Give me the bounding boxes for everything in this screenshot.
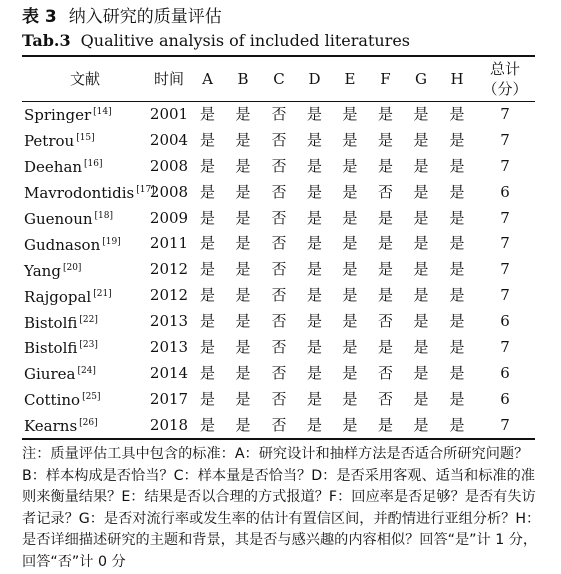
total-score-cell: 7 [500, 415, 510, 434]
criterion-cell: 是 [377, 104, 393, 123]
criterion-cell: 是 [306, 286, 322, 305]
criterion-cell: 否 [377, 363, 393, 382]
reference-number: [16] [84, 159, 103, 170]
criterion-cell: 是 [413, 260, 429, 279]
criterion-cell: 是 [377, 286, 393, 305]
total-score-cell: 7 [500, 286, 510, 305]
criterion-cell: 是 [342, 104, 358, 123]
criterion-cell: 是 [413, 389, 429, 408]
total-score-cell: 6 [500, 389, 510, 408]
study-cell [22, 256, 148, 282]
study-cell [22, 205, 148, 231]
criterion-cell: 是 [342, 234, 358, 253]
reference-number: [19] [102, 236, 121, 247]
criterion-cell: 是 [199, 389, 215, 408]
reference-number: [17] [136, 185, 155, 196]
criterion-cell: 是 [449, 208, 465, 227]
total-score-cell: 7 [500, 156, 510, 175]
criterion-cell: 是 [449, 389, 465, 408]
criterion-cell: 是 [306, 208, 322, 227]
year-cell: 2018 [149, 415, 189, 434]
criterion-cell: 是 [199, 208, 215, 227]
study-cell [22, 101, 148, 127]
table-row [22, 230, 535, 256]
study-cell [22, 282, 148, 308]
table-row [22, 101, 535, 127]
table-row [22, 386, 535, 412]
table-row [22, 334, 535, 360]
study-cell [22, 360, 148, 386]
header-total-line1: 总计 [489, 60, 520, 78]
year-cell: 2017 [149, 389, 189, 408]
study-cell [22, 386, 148, 412]
criterion-cell: 否 [271, 286, 287, 305]
criterion-cell: 是 [235, 312, 251, 331]
criterion-cell: 是 [342, 415, 358, 434]
study-name: Deehan [24, 158, 83, 177]
criterion-cell: 是 [199, 363, 215, 382]
criterion-cell: 否 [271, 389, 287, 408]
criterion-cell: 是 [235, 130, 251, 149]
caption-label-en: Tab.3 [22, 31, 71, 50]
header-criterion-h: H [450, 70, 464, 88]
table-row [22, 412, 535, 438]
header-study: 文献 [69, 70, 100, 88]
study-name: Rajgopal [24, 287, 92, 306]
reference-number: [23] [79, 340, 98, 351]
criterion-cell: 是 [449, 182, 465, 201]
criterion-cell: 是 [342, 389, 358, 408]
criterion-cell: 否 [271, 415, 287, 434]
criterion-cell: 是 [306, 363, 322, 382]
study-name: Guenoun [24, 210, 93, 228]
table-row [22, 205, 535, 231]
criterion-cell: 是 [449, 312, 465, 331]
criterion-cell: 是 [413, 286, 429, 305]
year-cell: 2004 [149, 130, 189, 149]
criterion-cell: 是 [449, 156, 465, 175]
study-name: Gudnason [24, 235, 101, 254]
criterion-cell: 否 [377, 312, 393, 331]
header-criterion-d: D [308, 70, 321, 88]
criterion-cell: 是 [449, 363, 465, 382]
criterion-cell: 是 [306, 312, 322, 331]
criterion-cell: 是 [235, 363, 251, 382]
criterion-cell: 是 [235, 337, 251, 356]
caption-label-cn: 表 3 [22, 7, 57, 27]
criterion-cell: 是 [235, 260, 251, 279]
header-criterion-c: C [273, 70, 285, 88]
year-cell: 2012 [149, 286, 189, 305]
study-name: Bistolfi [24, 313, 78, 332]
criterion-cell: 是 [377, 130, 393, 149]
table-row [22, 127, 535, 153]
criterion-cell: 是 [306, 389, 322, 408]
year-cell: 2009 [149, 208, 189, 227]
criterion-cell: 是 [413, 363, 429, 382]
study-cell [22, 334, 148, 360]
study-cell [22, 179, 155, 205]
criterion-cell: 是 [342, 260, 358, 279]
criterion-cell: 否 [271, 182, 287, 201]
reference-number: [25] [82, 392, 101, 403]
criterion-cell: 是 [413, 182, 429, 201]
criterion-cell: 否 [271, 104, 287, 123]
header-criterion-a: A [202, 70, 213, 88]
table-footnote: 注：质量评估工具中包含的标准：A：研究设计和抽样方法是否适合所研究问题？B：样本构成是否恰当？C：样本量是否恰当？D：是否采用客观、适当和标准的准则来衡量结果？E：结果是否以合理的方式报道？F：回应率是否足够？是否有失访者记录？G：是否对流行率或发生率的估计有置信区间，并酌情进行亚组分析？H：是否详细描述研究的主题和背景，其是否与感兴趣的内容相似？回答“是”计 1 分，回答“否”计 0 分 [22, 446, 541, 570]
study-cell [22, 412, 148, 438]
criterion-cell: 是 [449, 104, 465, 123]
table-header-row [22, 57, 535, 101]
criterion-cell: 是 [306, 156, 322, 175]
reference-number: [24] [77, 366, 96, 377]
criterion-cell: 是 [199, 337, 215, 356]
reference-number: [18] [94, 211, 114, 221]
criterion-cell: 是 [199, 260, 215, 279]
criterion-cell: 是 [199, 182, 215, 201]
criterion-cell: 是 [413, 337, 429, 356]
study-cell [22, 153, 148, 179]
criterion-cell: 是 [377, 260, 393, 279]
caption-title-en: Qualitive analysis of included literatures [80, 31, 411, 50]
criterion-cell: 是 [449, 286, 465, 305]
total-score-cell: 7 [500, 234, 510, 253]
study-name: Springer [24, 106, 92, 125]
criterion-cell: 是 [413, 234, 429, 253]
criterion-cell: 是 [413, 415, 429, 434]
criterion-cell: 是 [342, 363, 358, 382]
study-name: Giurea [24, 365, 76, 384]
criterion-cell: 是 [199, 286, 215, 305]
criterion-cell: 是 [377, 337, 393, 356]
criterion-cell: 是 [342, 208, 358, 227]
criterion-cell: 是 [306, 234, 322, 253]
criterion-cell: 否 [271, 130, 287, 149]
criterion-cell: 是 [306, 104, 322, 123]
table-bottom-rule [22, 438, 535, 440]
header-criterion-g: G [415, 70, 427, 88]
criterion-cell: 是 [235, 104, 251, 123]
criterion-cell: 是 [199, 130, 215, 149]
year-cell: 2012 [149, 260, 189, 279]
study-name: Petrou [24, 132, 75, 151]
year-cell: 2001 [149, 104, 189, 123]
criterion-cell: 是 [199, 104, 215, 123]
criterion-cell: 是 [235, 208, 251, 227]
total-score-cell: 7 [500, 208, 510, 227]
total-score-cell: 7 [500, 337, 510, 356]
criterion-cell: 是 [413, 104, 429, 123]
table-row [22, 153, 535, 179]
criterion-cell: 否 [271, 312, 287, 331]
criterion-cell: 是 [306, 130, 322, 149]
header-criterion-b: B [237, 70, 249, 88]
criterion-cell: 是 [449, 234, 465, 253]
year-cell: 2011 [149, 234, 189, 253]
year-cell: 2014 [149, 363, 189, 382]
table-row [22, 308, 535, 334]
reference-number: [26] [79, 418, 98, 429]
reference-number: [20] [62, 262, 82, 273]
year-cell: 2013 [149, 337, 189, 356]
criterion-cell: 否 [271, 337, 287, 356]
total-score-cell: 6 [500, 312, 510, 331]
reference-number: [15] [76, 133, 95, 144]
criterion-cell: 是 [342, 286, 358, 305]
criterion-cell: 是 [199, 415, 215, 434]
study-name: Bistolfi [24, 339, 78, 358]
header-criterion-e: E [344, 70, 356, 88]
criterion-cell: 是 [377, 208, 393, 227]
criterion-cell: 是 [342, 182, 358, 201]
criterion-cell: 是 [342, 156, 358, 175]
criterion-cell: 是 [449, 337, 465, 356]
criterion-cell: 是 [235, 156, 251, 175]
table-row [22, 179, 535, 205]
total-score-cell: 6 [500, 182, 510, 201]
criterion-cell: 否 [377, 182, 393, 201]
criterion-cell: 是 [199, 234, 215, 253]
total-score-cell: 7 [500, 104, 510, 123]
criterion-cell: 否 [271, 363, 287, 382]
quality-assessment-table [22, 57, 535, 438]
criterion-cell: 是 [413, 130, 429, 149]
reference-number: [22] [79, 314, 98, 325]
study-name: Mavrodontidis [24, 184, 135, 203]
table-caption-en [22, 31, 410, 51]
header-year: 时间 [153, 70, 184, 88]
table-row [22, 256, 535, 282]
criterion-cell: 否 [271, 156, 287, 175]
criterion-cell: 是 [342, 130, 358, 149]
criterion-cell: 是 [235, 389, 251, 408]
study-name: Yang [24, 261, 61, 280]
criterion-cell: 是 [306, 337, 322, 356]
criterion-cell: 是 [199, 312, 215, 331]
table-row [22, 282, 535, 308]
year-cell: 2013 [149, 312, 189, 331]
criterion-cell: 是 [306, 415, 322, 434]
table-caption-cn [22, 6, 222, 28]
reference-number: [14] [93, 107, 112, 118]
study-cell [22, 230, 148, 256]
criterion-cell: 是 [377, 234, 393, 253]
criterion-cell: 否 [271, 260, 287, 279]
study-cell [22, 308, 148, 334]
criterion-cell: 是 [342, 337, 358, 356]
criterion-cell: 是 [377, 415, 393, 434]
table-row [22, 360, 535, 386]
criterion-cell: 是 [235, 182, 251, 201]
criterion-cell: 是 [235, 415, 251, 434]
criterion-cell: 否 [377, 389, 393, 408]
criterion-cell: 是 [449, 260, 465, 279]
criterion-cell: 是 [235, 234, 251, 253]
criterion-cell: 是 [235, 286, 251, 305]
total-score-cell: 7 [500, 130, 510, 149]
criterion-cell: 是 [449, 415, 465, 434]
criterion-cell: 是 [413, 208, 429, 227]
criterion-cell: 是 [199, 156, 215, 175]
reference-number: [21] [93, 288, 112, 299]
year-cell: 2008 [149, 156, 189, 175]
criterion-cell: 是 [342, 312, 358, 331]
header-total-line2: （分） [482, 80, 528, 98]
study-name: Kearns [24, 417, 78, 436]
year-cell: 2008 [149, 182, 189, 201]
criterion-cell: 是 [306, 260, 322, 279]
study-cell [22, 127, 148, 153]
criterion-cell: 是 [377, 156, 393, 175]
criterion-cell: 是 [413, 156, 429, 175]
caption-title-cn: 纳入研究的质量评估 [68, 7, 222, 27]
table-body [22, 101, 535, 438]
criterion-cell: 是 [449, 130, 465, 149]
header-criterion-f: F [380, 70, 391, 88]
criterion-cell: 是 [306, 182, 322, 201]
criterion-cell: 是 [413, 312, 429, 331]
study-name: Cottino [24, 391, 81, 410]
criterion-cell: 否 [271, 234, 287, 253]
criterion-cell: 否 [271, 208, 287, 227]
total-score-cell: 6 [500, 363, 510, 382]
total-score-cell: 7 [500, 260, 510, 279]
header-total [475, 57, 535, 101]
